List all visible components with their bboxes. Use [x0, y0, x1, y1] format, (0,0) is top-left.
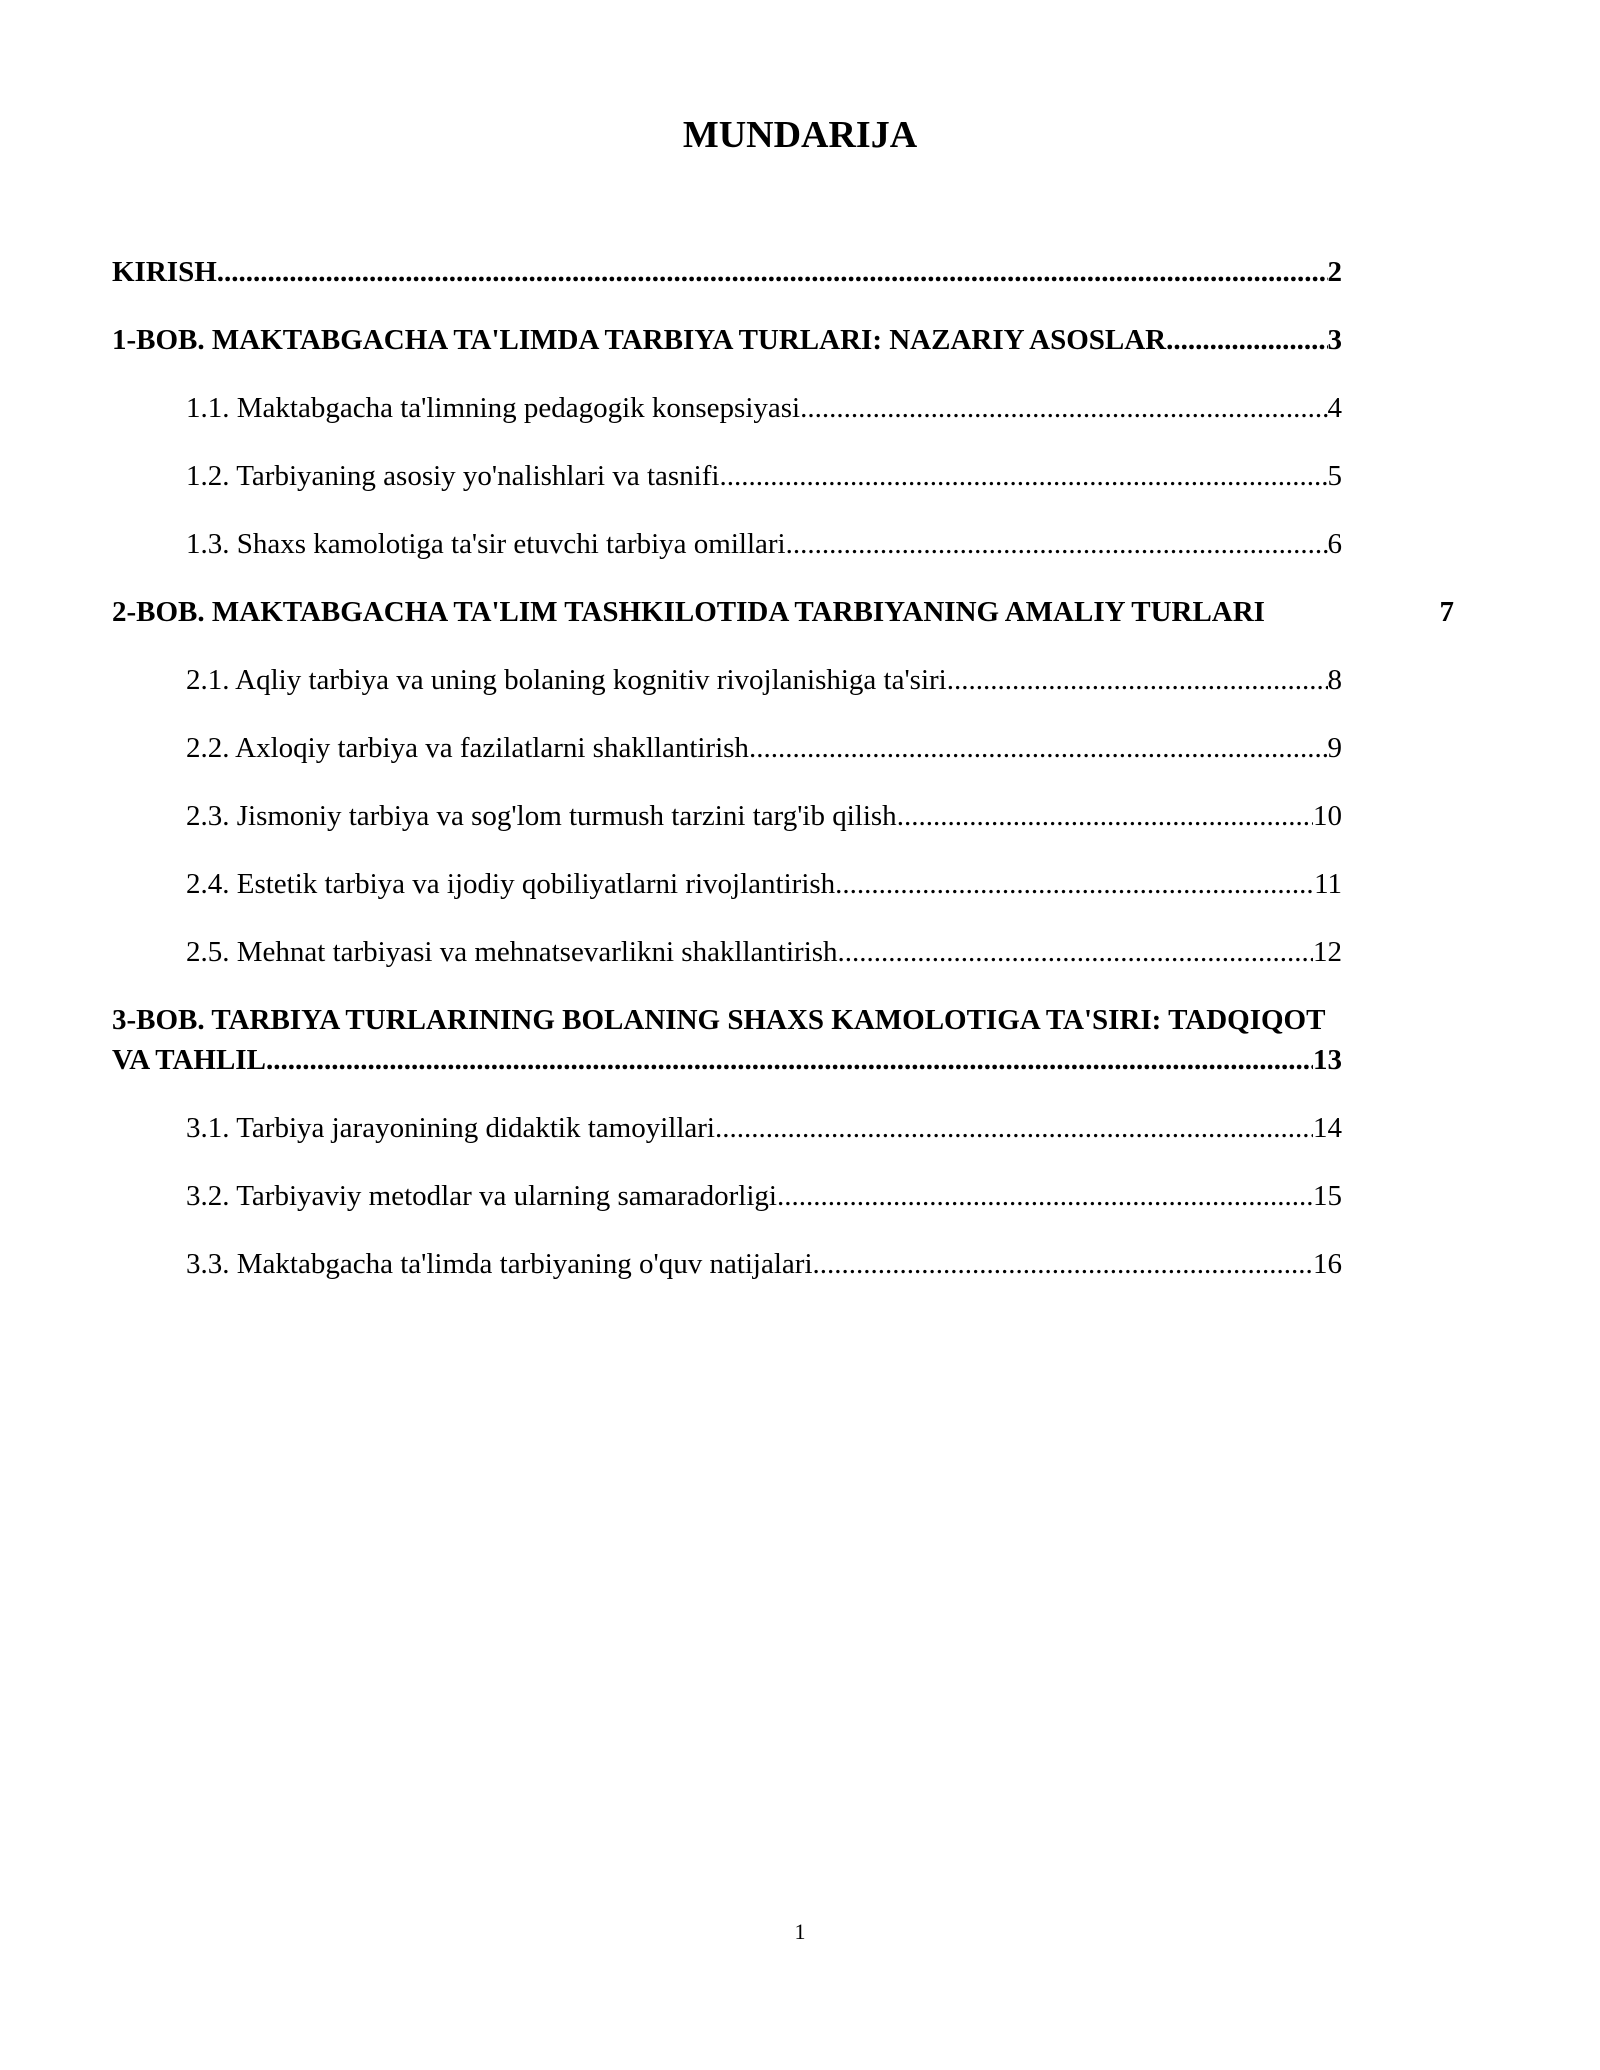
toc-entry-section-2-2[interactable] [112, 728, 1342, 768]
dot-leader [266, 1040, 1313, 1080]
toc-entry-label-line-1: 3-BOB. TARBIYA TURLARINING BOLANING SHAXS KAMOLOTIGA TA'SIRI: TADQIQOT [112, 1004, 1326, 1036]
toc-entry-section-1-3[interactable] [112, 524, 1342, 564]
toc-entry-page: 5 [1327, 460, 1342, 492]
toc-entry-label: 1.3. Shaxs kamolotiga ta'sir etuvchi tarbiya omillari [186, 528, 786, 560]
toc-entry-section-3-3[interactable] [112, 1244, 1342, 1284]
toc-entry-page: 11 [1314, 868, 1342, 900]
dot-leader [749, 728, 1328, 768]
toc-entry-page: 2 [1327, 256, 1342, 288]
toc-entry-label: 1-BOB. MAKTABGACHA TA'LIMDA TARBIYA TURLARI: NAZARIY ASOSLAR [112, 324, 1167, 356]
toc-entry-page: 13 [1313, 1044, 1342, 1076]
toc-entry-page: 7 [1439, 596, 1454, 628]
toc-entry-label: 3.2. Tarbiyaviy metodlar va ularning samaradorligi [186, 1180, 777, 1212]
dot-leader [777, 1176, 1313, 1216]
toc-entry-chapter-3[interactable] [112, 1000, 1342, 1080]
toc-entry-label: 2.5. Mehnat tarbiyasi va mehnatsevarlikni shakllantirish [186, 936, 838, 968]
toc-entry-introduction[interactable] [112, 252, 1342, 292]
toc-entry-chapter-1[interactable] [112, 320, 1342, 360]
toc-entry-page: 8 [1327, 664, 1342, 696]
toc-entry-label: 2-BOB. MAKTABGACHA TA'LIM TASHKILOTIDA TARBIYANING AMALIY TURLARI [112, 596, 1265, 628]
page-title: MUNDARIJA [682, 114, 918, 156]
dot-leader [800, 388, 1327, 428]
toc-entry-section-3-1[interactable] [112, 1108, 1342, 1148]
dot-leader [217, 252, 1328, 292]
toc-entry-section-2-3[interactable] [112, 796, 1342, 836]
toc-entry-page: 9 [1327, 732, 1342, 764]
toc-entry-section-1-1[interactable] [112, 388, 1342, 428]
toc-entry-section-2-5[interactable] [112, 932, 1342, 972]
dot-leader [947, 660, 1328, 700]
toc-entry-label-line-2: VA TAHLIL [112, 1044, 266, 1076]
toc-entry-page: 16 [1313, 1248, 1342, 1280]
toc-entry-label: 2.3. Jismoniy tarbiya va sog'lom turmush tarzini targ'ib qilish [186, 800, 897, 832]
toc-entry-section-1-2[interactable] [112, 456, 1342, 496]
dot-leader [715, 1108, 1313, 1148]
dot-leader [835, 864, 1314, 904]
dot-leader [897, 796, 1313, 836]
toc-entry-chapter-2[interactable] [112, 592, 1454, 632]
toc-entry-label: 1.2. Tarbiyaning asosiy yo'nalishlari va tasnifi [186, 460, 720, 492]
toc-entry-page: 4 [1327, 392, 1342, 424]
toc-entry-page: 15 [1313, 1180, 1342, 1212]
toc-entry-label: KIRISH [112, 256, 217, 288]
toc-entry-section-3-2[interactable] [112, 1176, 1342, 1216]
toc-entry-page: 14 [1313, 1112, 1342, 1144]
toc-entry-label: 2.4. Estetik tarbiya va ijodiy qobiliyatlarni rivojlantirish [186, 868, 836, 900]
toc-entry-label: 2.2. Axloqiy tarbiya va fazilatlarni shakllantirish [186, 732, 749, 764]
toc-entry-page: 12 [1313, 936, 1342, 968]
toc-entry-page: 3 [1327, 324, 1342, 356]
toc-entry-section-2-1[interactable] [112, 660, 1342, 700]
toc-entry-page: 6 [1327, 528, 1342, 560]
toc-entry-page: 10 [1313, 800, 1342, 832]
toc-entry-label: 3.1. Tarbiya jarayonining didaktik tamoyillari [186, 1112, 715, 1144]
toc-entry-label: 3.3. Maktabgacha ta'limda tarbiyaning o'quv natijalari [186, 1248, 813, 1280]
dot-leader [1166, 320, 1327, 360]
toc-entry-section-2-4[interactable] [112, 864, 1342, 904]
dot-leader [813, 1244, 1313, 1284]
table-of-contents [112, 252, 1454, 1312]
dot-leader [838, 932, 1313, 972]
toc-entry-label: 2.1. Aqliy tarbiya va uning bolaning kognitiv rivojlanishiga ta'siri [186, 664, 947, 696]
page-number: 1 [794, 1919, 806, 1944]
dot-leader [786, 524, 1328, 564]
toc-entry-label: 1.1. Maktabgacha ta'limning pedagogik konsepsiyasi [186, 392, 801, 424]
dot-leader [719, 456, 1327, 496]
